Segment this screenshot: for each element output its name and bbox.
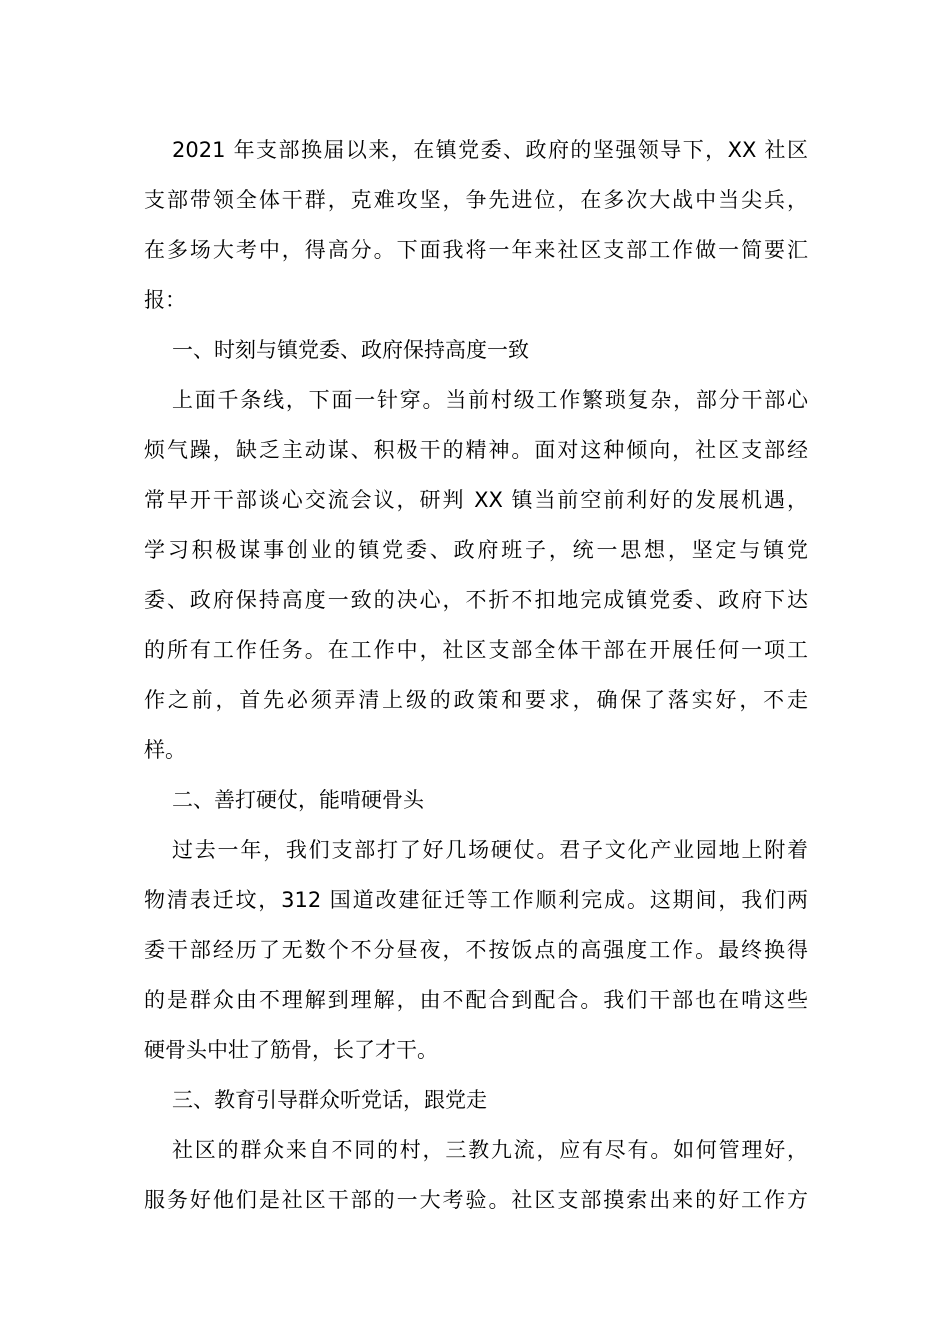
text-line: 作之前，首先必须弄清上级的政策和要求，确保了落实好，不走: [144, 688, 808, 712]
text-line: 在多场大考中，得高分。下面我将一年来社区支部工作做一简要汇: [144, 238, 808, 262]
text-line: 上面千条线，下面一针穿。当前村级工作繁琐复杂，部分干部心: [172, 388, 808, 412]
section-heading-3: 三、教育引导群众听党话，跟党走: [172, 1088, 487, 1112]
text-line: 样。: [144, 738, 186, 762]
text-line: 的是群众由不理解到理解，由不配合到配合。我们干部也在啃这些: [144, 988, 808, 1012]
text-line: 过去一年，我们支部打了好几场硬仗。君子文化产业园地上附着: [172, 838, 808, 862]
document-body: [144, 125, 808, 1225]
text-line: 委干部经历了无数个不分昼夜，不按饭点的高强度工作。最终换得: [144, 938, 808, 962]
text-line: 服务好他们是社区干部的一大考验。社区支部摸索出来的好工作方: [144, 1188, 808, 1212]
text-line: 的所有工作任务。在工作中，社区支部全体干部在开展任何一项工: [144, 638, 808, 662]
text-line: 烦气躁，缺乏主动谋、积极干的精神。面对这种倾向，社区支部经: [144, 438, 808, 462]
section-heading-1: 一、时刻与镇党委、政府保持高度一致: [172, 338, 529, 362]
text-line: 硬骨头中壮了筋骨，长了才干。: [144, 1038, 438, 1062]
text-line: 物清表迁坟，312 国道改建征迁等工作顺利完成。这期间，我们两: [144, 888, 808, 912]
text-line: 社区的群众来自不同的村，三教九流，应有尽有。如何管理好，: [172, 1138, 808, 1162]
text-line: 报：: [144, 288, 186, 312]
text-line: 常早开干部谈心交流会议，研判 XX 镇当前空前利好的发展机遇，: [144, 488, 808, 512]
text-line: 委、政府保持高度一致的决心，不折不扣地完成镇党委、政府下达: [144, 588, 808, 612]
section-heading-2: 二、善打硬仗，能啃硬骨头: [172, 788, 424, 812]
text-line: 学习积极谋事创业的镇党委、政府班子，统一思想，坚定与镇党: [144, 538, 808, 562]
text-line: 支部带领全体干群，克难攻坚，争先进位，在多次大战中当尖兵，: [144, 188, 808, 212]
text-line: 2021 年支部换届以来，在镇党委、政府的坚强领导下，XX 社区: [172, 138, 808, 162]
